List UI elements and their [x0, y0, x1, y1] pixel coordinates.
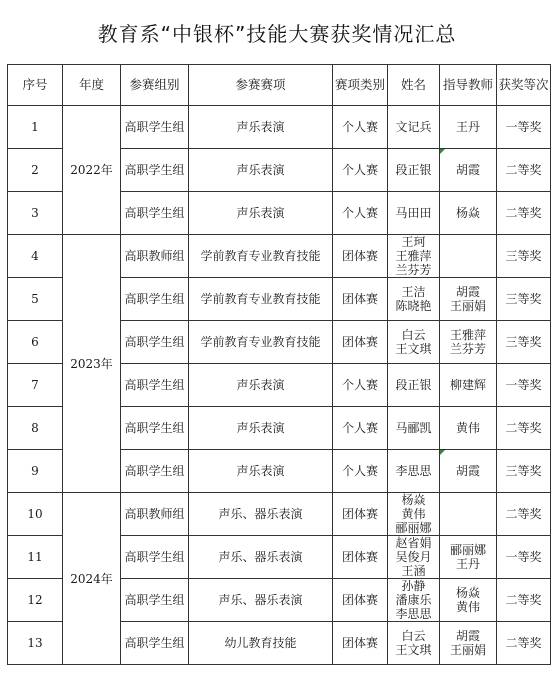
cell-award: 三等奖 [497, 235, 551, 278]
cell-no: 5 [8, 278, 63, 321]
cell-category: 团体赛 [333, 579, 388, 622]
cell-item: 学前教育专业教育技能 [189, 278, 333, 321]
cell-names-line: 段正银 [395, 378, 432, 392]
cell-item: 声乐表演 [189, 450, 333, 493]
table-row [8, 493, 551, 536]
cell-advisors-line: 王丹 [455, 120, 480, 134]
cell-advisors-line: 郦丽娜 [449, 543, 486, 557]
cell-award: 二等奖 [497, 493, 551, 536]
cell-item: 声乐表演 [189, 106, 333, 149]
table-row [8, 106, 551, 149]
cell-names-line: 孙静 [401, 579, 426, 593]
cell-names-line: 郦丽娜 [395, 521, 432, 535]
cell-names-line: 段正银 [395, 163, 432, 177]
header-category: 赛项类别 [333, 65, 388, 106]
cell-group: 高职学生组 [121, 321, 189, 364]
cell-award: 二等奖 [497, 149, 551, 192]
cell-group: 高职学生组 [121, 579, 189, 622]
cell-category: 个人赛 [333, 192, 388, 235]
cell-advisors-line: 胡霞 [455, 629, 480, 643]
cell-names [388, 192, 440, 235]
cell-year: 2022年 [63, 106, 121, 235]
cell-advisors-line: 王丽娟 [449, 299, 486, 313]
cell-names-line: 王文琪 [395, 643, 432, 657]
cell-advisors-line: 王丹 [455, 557, 480, 571]
cell-names [388, 106, 440, 149]
cell-category: 团体赛 [333, 536, 388, 579]
cell-no: 13 [8, 622, 63, 665]
cell-names [388, 622, 440, 665]
cell-category: 团体赛 [333, 321, 388, 364]
cell-names-line: 王珂 [401, 235, 426, 249]
cell-advisors [440, 278, 497, 321]
cell-category: 个人赛 [333, 407, 388, 450]
cell-no: 10 [8, 493, 63, 536]
cell-names-line: 白云 [401, 328, 426, 342]
cell-names-line: 黄伟 [401, 507, 426, 521]
header-row [8, 65, 551, 106]
cell-group: 高职学生组 [121, 278, 189, 321]
cell-group: 高职学生组 [121, 536, 189, 579]
cell-names-line: 赵省娟 [395, 536, 432, 550]
page-title: 教育系“中银杯”技能大赛获奖情况汇总 [97, 21, 457, 46]
cell-item: 声乐、器乐表演 [189, 536, 333, 579]
cell-award: 一等奖 [497, 364, 551, 407]
cell-advisors [440, 149, 497, 192]
cell-item: 声乐表演 [189, 364, 333, 407]
cell-award: 一等奖 [497, 106, 551, 149]
cell-item: 声乐表演 [189, 407, 333, 450]
cell-names [388, 321, 440, 364]
cell-advisors [440, 364, 497, 407]
cell-names [388, 407, 440, 450]
cell-names [388, 149, 440, 192]
header-no: 序号 [8, 65, 63, 106]
cell-advisors [440, 407, 497, 450]
cell-item: 幼儿教育技能 [189, 622, 333, 665]
cell-no: 12 [8, 579, 63, 622]
header-name: 姓名 [388, 65, 440, 106]
cell-advisors [440, 493, 497, 536]
cell-category: 个人赛 [333, 364, 388, 407]
cell-names-line: 李思思 [395, 464, 432, 478]
cell-group: 高职教师组 [121, 235, 189, 278]
cell-group: 高职学生组 [121, 364, 189, 407]
cell-advisors [440, 321, 497, 364]
cell-item: 声乐、器乐表演 [189, 493, 333, 536]
cell-no: 3 [8, 192, 63, 235]
cell-award: 二等奖 [497, 579, 551, 622]
cell-names-line: 文记兵 [395, 120, 432, 134]
cell-names-line: 王洁 [401, 285, 426, 299]
cell-advisors-line: 柳建辉 [449, 378, 486, 392]
cell-names-line: 兰芬芳 [395, 263, 432, 277]
cell-advisors-line: 杨焱 [455, 586, 480, 600]
cell-year: 2024年 [63, 493, 121, 665]
cell-category: 团体赛 [333, 235, 388, 278]
cell-category: 个人赛 [333, 450, 388, 493]
cell-names-line: 李思思 [395, 607, 432, 621]
cell-no: 1 [8, 106, 63, 149]
cell-advisors-line: 黄伟 [455, 600, 480, 614]
header-group: 参赛组别 [121, 65, 189, 106]
cell-group: 高职学生组 [121, 149, 189, 192]
awards-table [7, 64, 551, 665]
cell-group: 高职学生组 [121, 622, 189, 665]
cell-group: 高职学生组 [121, 407, 189, 450]
cell-names-line: 王文琪 [395, 342, 432, 356]
header-year: 年度 [63, 65, 121, 106]
header-advisor: 指导教师 [440, 65, 497, 106]
cell-names-line: 王涵 [401, 564, 426, 578]
cell-advisors [440, 235, 497, 278]
cell-names-line: 王雅萍 [395, 249, 432, 263]
cell-no: 7 [8, 364, 63, 407]
cell-award: 三等奖 [497, 321, 551, 364]
cell-item: 声乐、器乐表演 [189, 579, 333, 622]
cell-item: 声乐表演 [189, 149, 333, 192]
cell-names-line: 马田田 [395, 206, 432, 220]
cell-item: 学前教育专业教育技能 [189, 235, 333, 278]
cell-item: 学前教育专业教育技能 [189, 321, 333, 364]
cell-advisors-line: 王雅萍 [449, 328, 486, 342]
cell-group: 高职教师组 [121, 493, 189, 536]
cell-names [388, 235, 440, 278]
cell-names [388, 364, 440, 407]
cell-award: 二等奖 [497, 407, 551, 450]
cell-advisors-line: 胡霞 [455, 285, 480, 299]
cell-advisors-line: 黄伟 [455, 421, 480, 435]
cell-advisors [440, 622, 497, 665]
cell-award: 二等奖 [497, 192, 551, 235]
cell-no: 11 [8, 536, 63, 579]
cell-advisors [440, 192, 497, 235]
cell-no: 2 [8, 149, 63, 192]
header-item: 参赛赛项 [189, 65, 333, 106]
cell-group: 高职学生组 [121, 192, 189, 235]
cell-no: 6 [8, 321, 63, 364]
cell-advisors-line: 胡霞 [455, 464, 480, 478]
cell-names-line: 杨焱 [401, 493, 426, 507]
cell-category: 团体赛 [333, 278, 388, 321]
cell-advisors-line: 杨焱 [455, 206, 480, 220]
cell-group: 高职学生组 [121, 106, 189, 149]
cell-advisors [440, 536, 497, 579]
cell-award: 三等奖 [497, 278, 551, 321]
cell-category: 个人赛 [333, 149, 388, 192]
cell-names-line: 白云 [401, 629, 426, 643]
cell-year: 2023年 [63, 235, 121, 493]
cell-advisors [440, 450, 497, 493]
cell-names [388, 493, 440, 536]
cell-advisors [440, 106, 497, 149]
cell-category: 个人赛 [333, 106, 388, 149]
cell-names [388, 579, 440, 622]
cell-advisors-line: 胡霞 [455, 163, 480, 177]
cell-item: 声乐表演 [189, 192, 333, 235]
cell-names [388, 278, 440, 321]
cell-no: 4 [8, 235, 63, 278]
table-row [8, 235, 551, 278]
cell-names [388, 536, 440, 579]
cell-award: 三等奖 [497, 450, 551, 493]
cell-advisors-line: 王丽娟 [449, 643, 486, 657]
cell-category: 团体赛 [333, 622, 388, 665]
cell-names-line: 吴俊月 [395, 550, 432, 564]
header-award: 获奖等次 [497, 65, 551, 106]
cell-names-line: 马郦凯 [395, 421, 432, 435]
cell-no: 9 [8, 450, 63, 493]
cell-category: 团体赛 [333, 493, 388, 536]
cell-award: 一等奖 [497, 536, 551, 579]
cell-group: 高职学生组 [121, 450, 189, 493]
cell-advisors-line: 兰芬芳 [449, 342, 486, 356]
cell-names [388, 450, 440, 493]
cell-award: 二等奖 [497, 622, 551, 665]
cell-names-line: 潘康乐 [395, 593, 432, 607]
cell-advisors [440, 579, 497, 622]
cell-no: 8 [8, 407, 63, 450]
cell-names-line: 陈晓艳 [395, 299, 432, 313]
